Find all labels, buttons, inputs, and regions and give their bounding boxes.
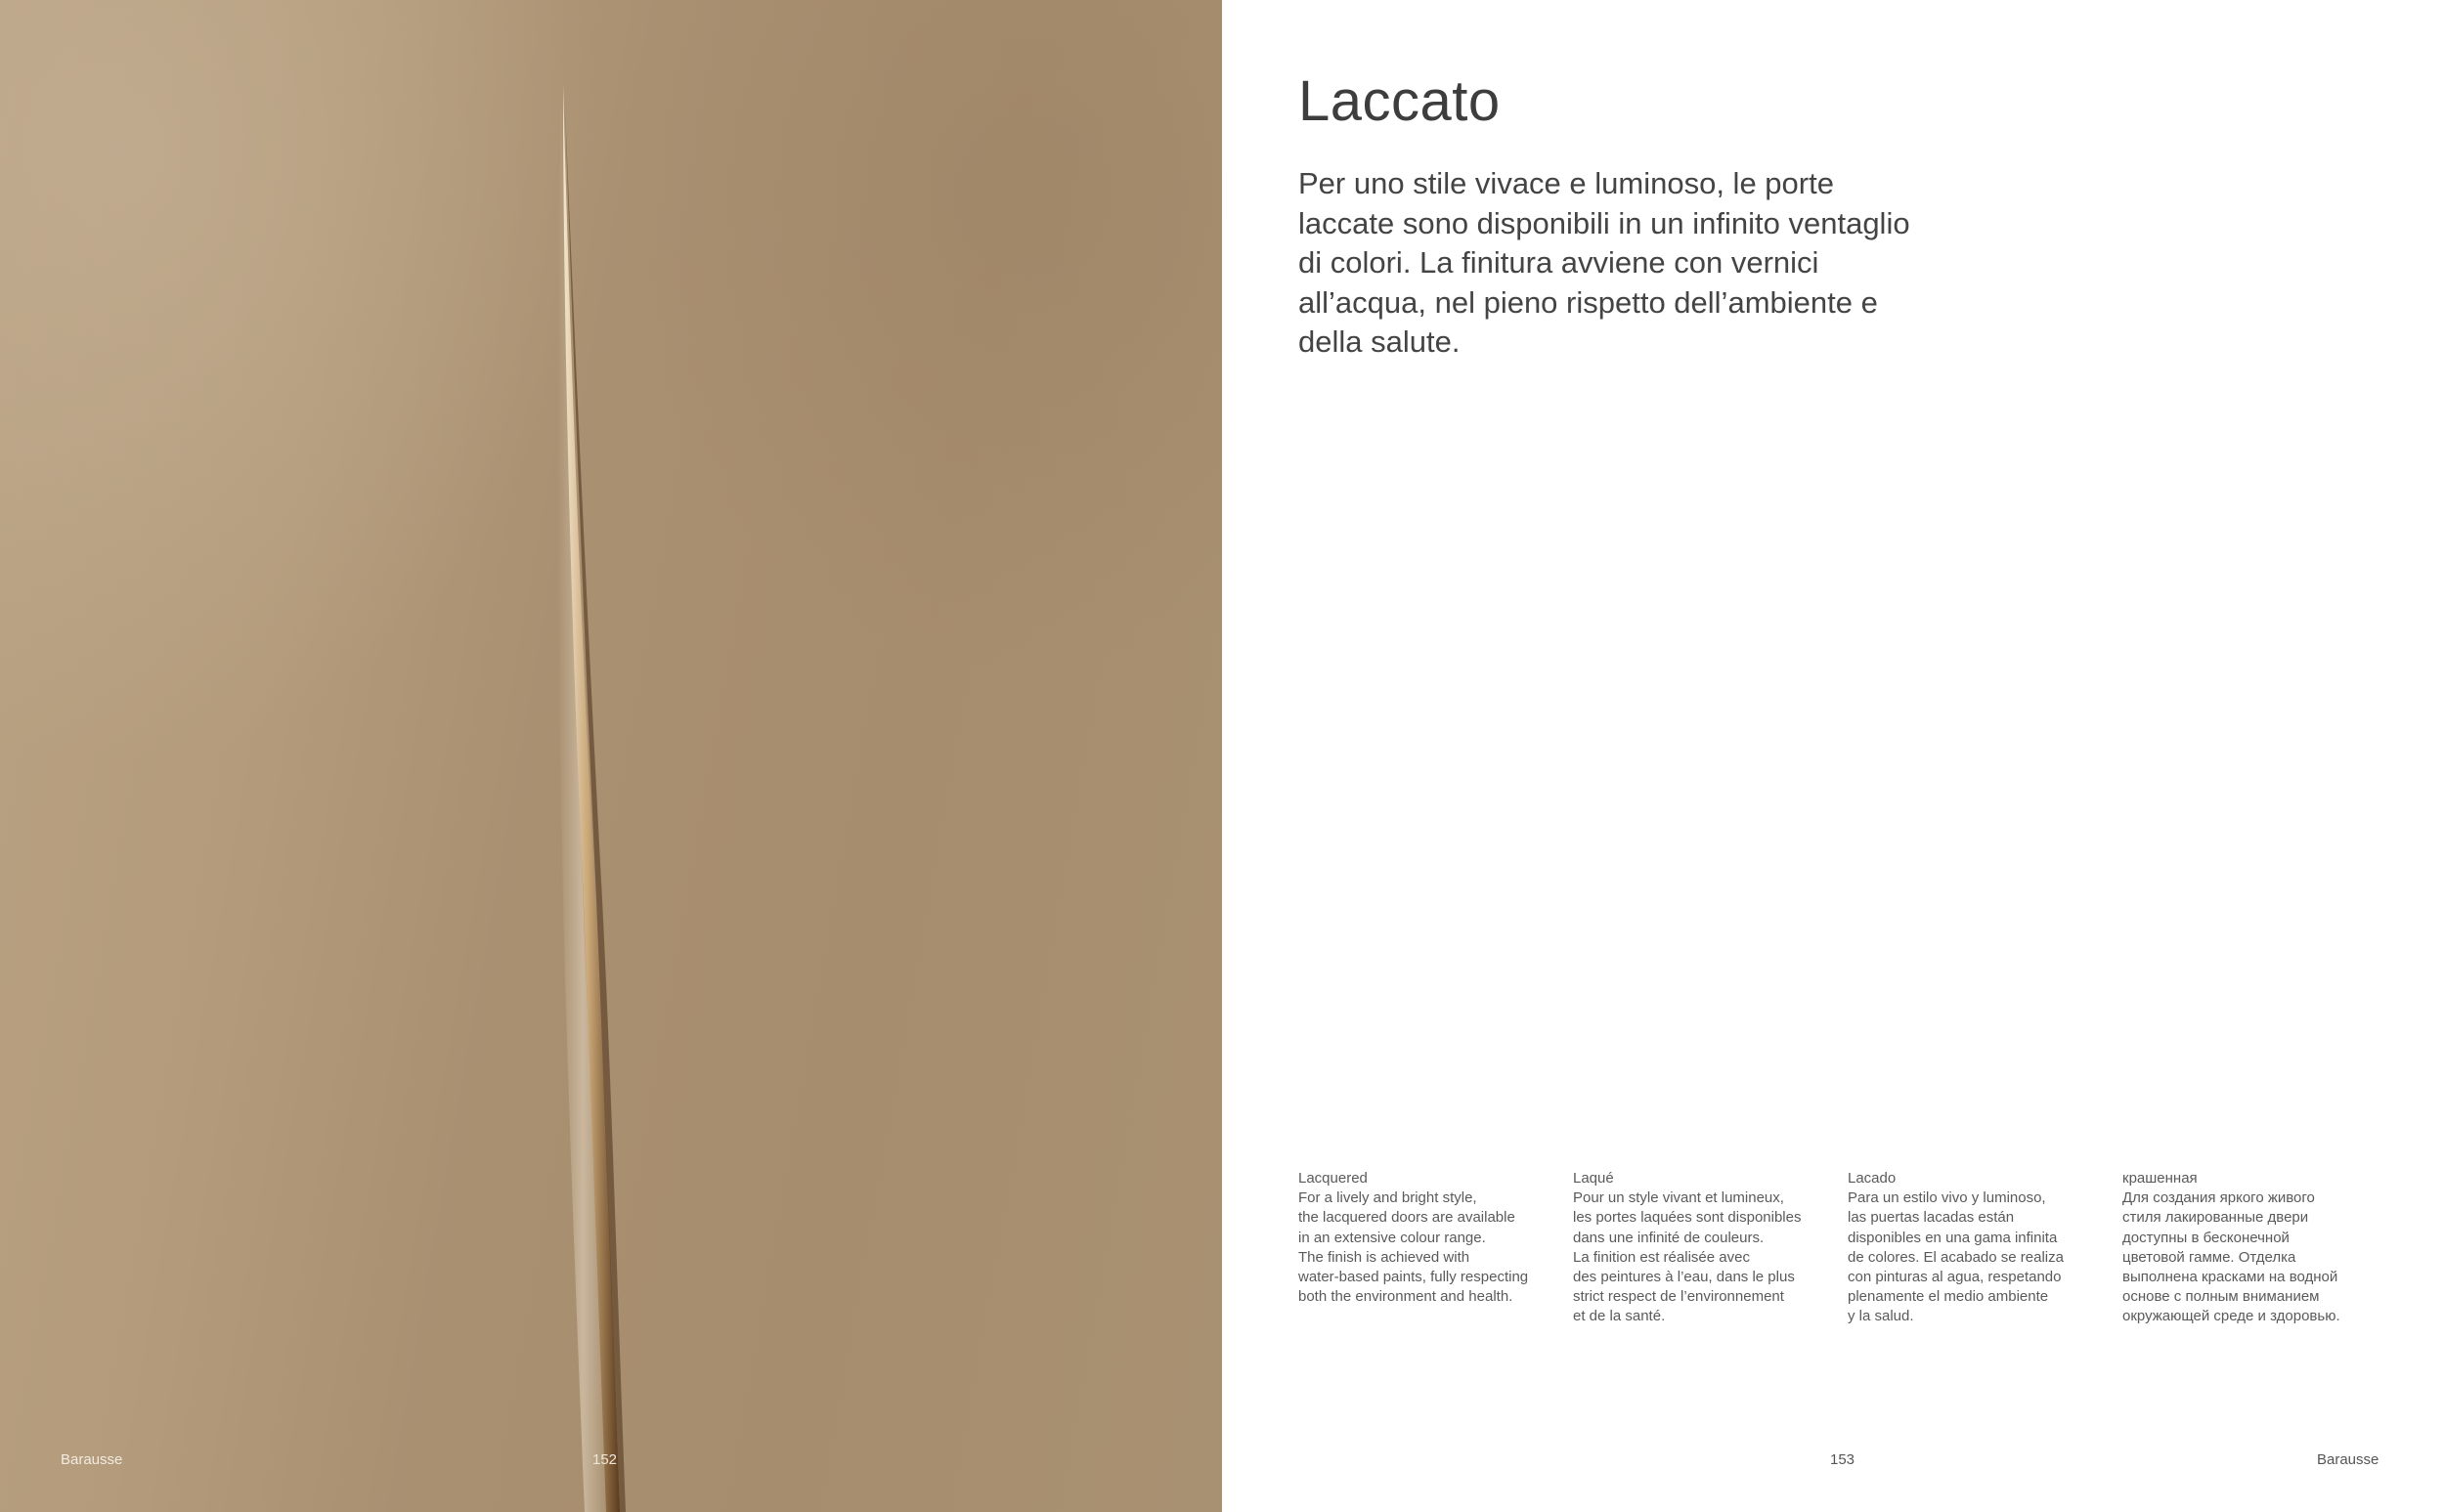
intro-paragraph: Per uno stile vivace e luminoso, le porte laccate sono disponibili in un infinito ventaglio di colori. La finitura avviene con vernici all’acqua, nel pieno rispetto dell’ambiente e della salute. [1298,166,1910,359]
translation-english [1298,1169,1562,1307]
translation-spanish [1848,1169,2112,1327]
translation-text: For a lively and bright style, the lacquered doors are available in an extensive colour range. The finish is achieved with water-based paints, fully respecting both the environment and health. [1298,1189,1529,1306]
page-number-left: 152 [592,1451,618,1468]
page-title: Laccato [1298,69,1501,133]
translation-heading: крашенная [2122,1170,2198,1187]
translation-french [1573,1169,1837,1327]
translation-heading: Lacquered [1298,1170,1368,1187]
translation-text: Para un estilo vivo y luminoso, las puertas lacadas están disponibles en una gama infinita de colores. El acabado se realiza con pinturas al agua, respetando plenamente el medio ambiente y la salud. [1848,1189,2064,1325]
translation-text: Для создания яркого живого стиля лакированные двери доступны в бесконечной цветовой гамме. Отделка выполнена красками на водной основе с полным вниманием окружающей среде и здоровью. [2122,1189,2340,1325]
translation-russian [2122,1169,2386,1327]
translation-heading: Laqué [1573,1170,1614,1187]
translation-heading: Lacado [1848,1170,1897,1187]
footer-brand-left: Barausse [61,1451,123,1468]
translation-text: Pour un style vivant et lumineux, les portes laquées sont disponibles dans une infinité de couleurs. La finition est réalisée avec des peintures à l’eau, dans le plus strict respect de l’environnement et de la santé. [1573,1189,1802,1325]
page-number-right: 153 [1830,1451,1855,1468]
footer-brand-right: Barausse [2317,1451,2379,1468]
